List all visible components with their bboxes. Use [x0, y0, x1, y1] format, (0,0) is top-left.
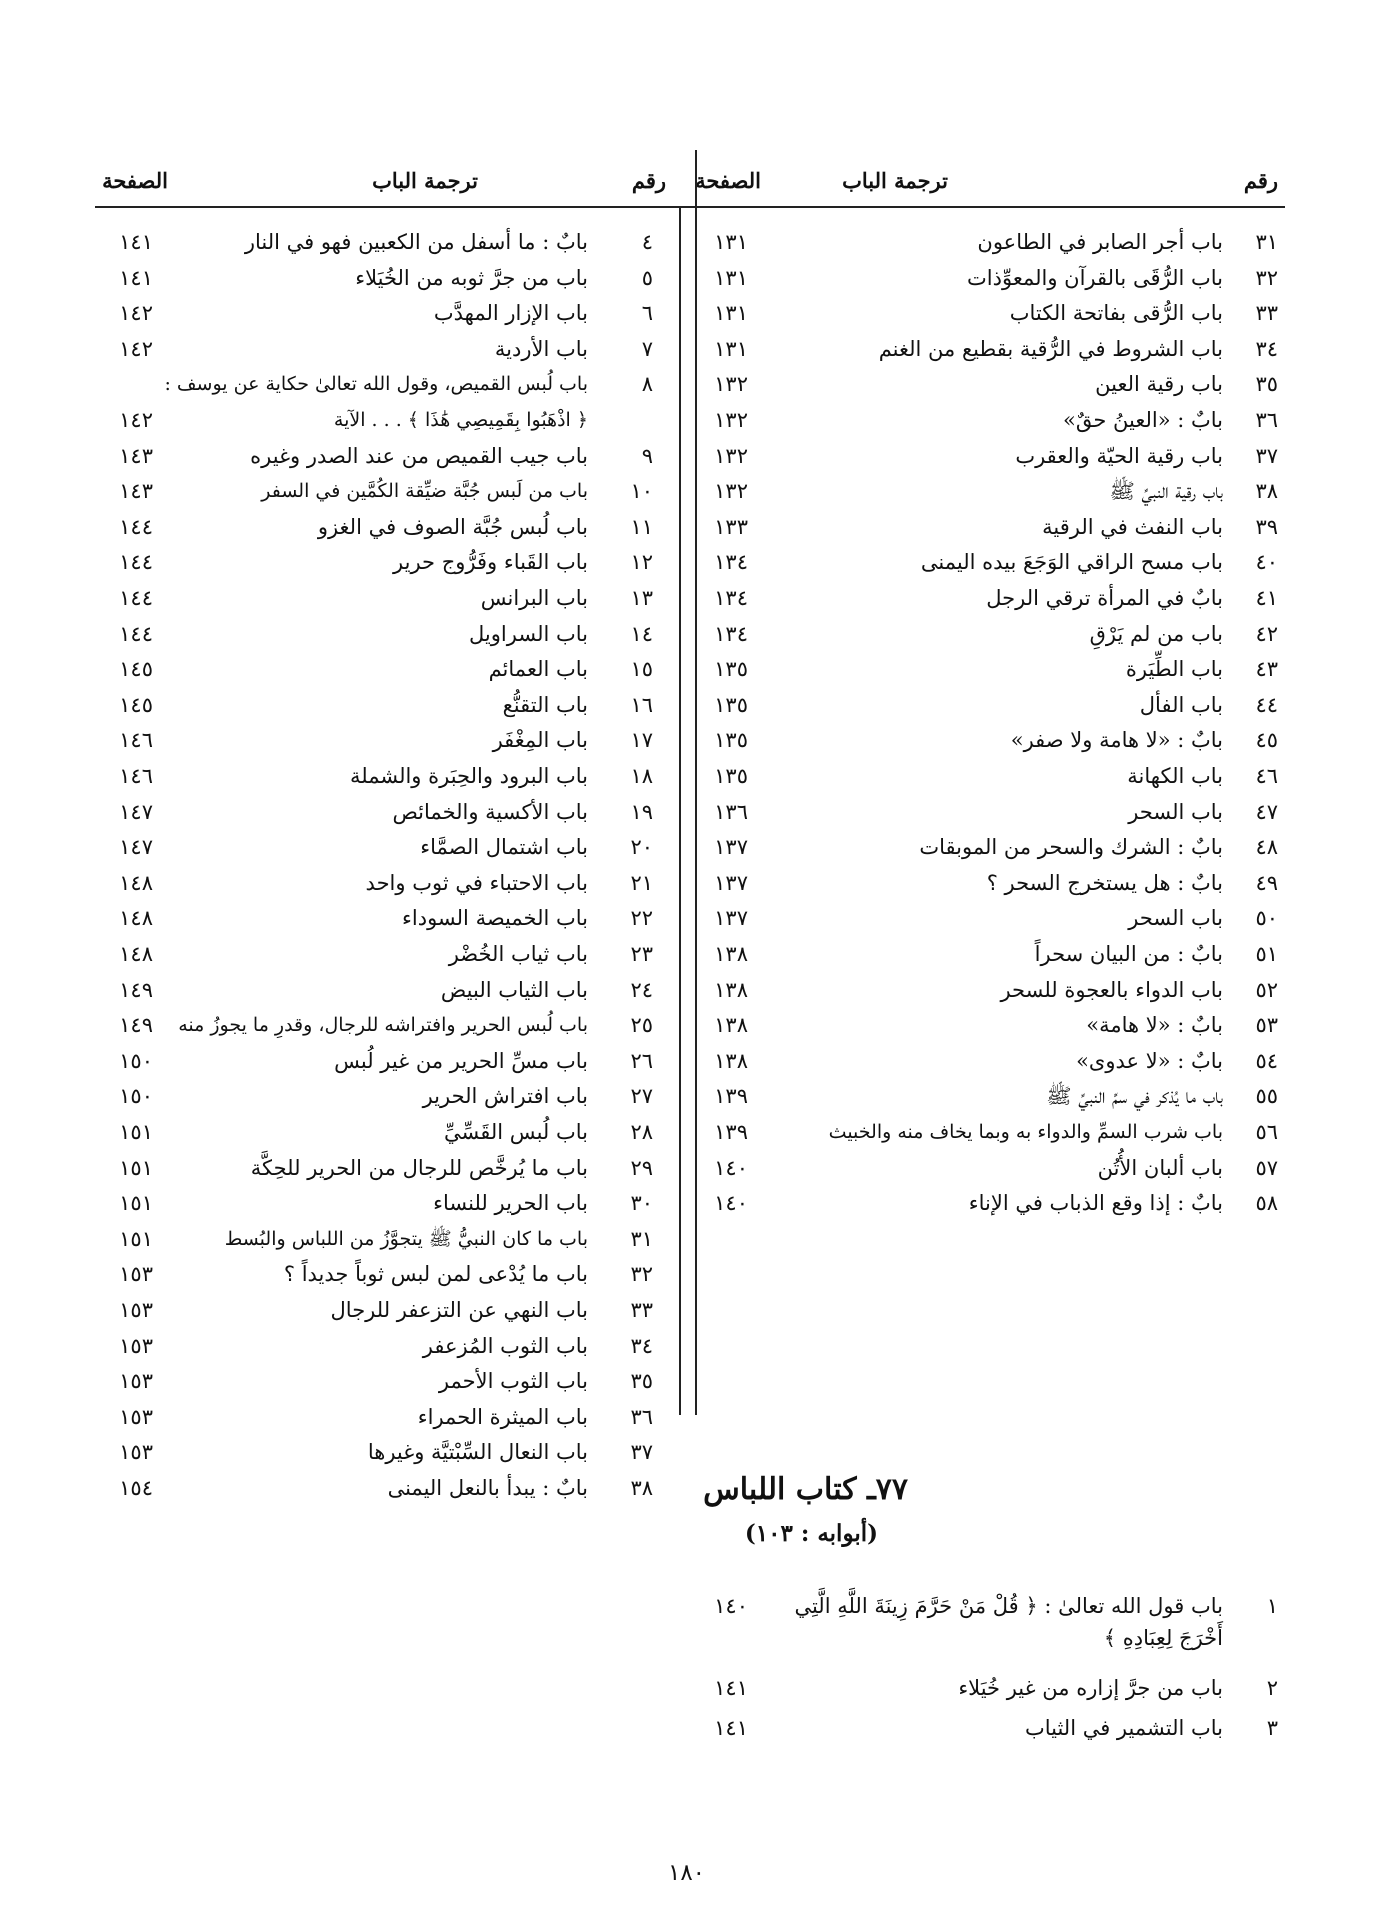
entry-page: ١٣٧: [714, 835, 748, 860]
list-item: [83, 293, 673, 333]
entry-page: ١٥٣: [119, 1404, 153, 1429]
entry-title: باب الاحتباء في ثوب واحد: [365, 870, 588, 895]
list-item: [678, 1590, 1278, 1662]
entry-title: باب من لم يَرْقِ: [1089, 621, 1223, 646]
entry-page: ١٥٠: [119, 1048, 153, 1073]
entry-number: ٢٦: [630, 1048, 653, 1073]
entry-page: ١٣٨: [714, 1048, 748, 1073]
entry-title: بابٌ : يبدأ بالنعل اليمنى: [387, 1476, 588, 1500]
entry-page: ١٣٥: [714, 728, 748, 753]
entry-page: ١٣٥: [714, 692, 748, 717]
entry-title: باب مسِّ الحرير من غير لُبس: [334, 1048, 588, 1073]
entry-number: ٥٠: [1255, 906, 1278, 931]
entry-number: ٤٣: [1255, 657, 1278, 682]
entry-number: ٣٤: [1255, 336, 1278, 361]
list-item: [678, 1183, 1278, 1223]
list-item: [83, 1148, 673, 1188]
entry-page: ١٣٨: [714, 977, 748, 1002]
entry-title: باب البرود والحِبَرة والشملة: [349, 764, 588, 788]
list-item: [678, 293, 1278, 333]
list-item: [678, 649, 1278, 689]
entry-page: ١٣٥: [714, 764, 748, 788]
entry-number: ٢٧: [630, 1084, 653, 1109]
entry-number: ٣٥: [1255, 372, 1278, 397]
list-item: [678, 258, 1278, 298]
entry-page: ١٥١: [119, 1120, 153, 1144]
entry-page: ١٤٥: [119, 657, 153, 682]
entry-page: ١٤٠: [714, 1594, 748, 1618]
list-item: [678, 222, 1278, 262]
entry-number: ٣٢: [1255, 265, 1278, 290]
list-item: [83, 1041, 673, 1081]
entry-title: باب الرُّقى بفاتحة الكتاب: [1009, 301, 1223, 326]
list-item: [678, 542, 1278, 582]
list-item: [678, 578, 1278, 618]
entry-title: باب لُبس جُبَّة الصوف في الغزو: [317, 514, 588, 539]
page-number: ١٨٠: [667, 1860, 706, 1886]
entry-title: باب العمائم: [488, 657, 588, 682]
entry-page: ١٤٣: [119, 479, 153, 504]
entry-number: ٣٧: [630, 1440, 653, 1465]
entry-number: ١٥: [630, 657, 653, 682]
entry-number: ٢٤: [630, 977, 653, 1002]
entry-title: باب البرانس: [480, 586, 588, 610]
entry-page: ١٥٣: [119, 1369, 153, 1394]
entry-page: ١٤٥: [119, 692, 153, 717]
entry-title: باب الطِّيَرة: [1125, 657, 1223, 682]
list-item: [83, 222, 673, 262]
entry-title: باب السحر: [1128, 799, 1223, 824]
list-item: [83, 1326, 673, 1366]
entry-number: ٢: [1266, 1676, 1278, 1700]
entry-number: ٤٩: [1255, 870, 1278, 895]
list-item: [83, 258, 673, 298]
entry-number: ٢٢: [630, 906, 653, 931]
entry-number: ٣٦: [1255, 408, 1278, 432]
entry-title: باب القَباء وفَرُّوج حرير: [393, 550, 588, 575]
entry-number: ١٤: [630, 621, 653, 646]
entry-title: باب التقنُّع: [502, 692, 588, 717]
list-item: [83, 1183, 673, 1223]
entry-page: ١٥١: [119, 1191, 153, 1216]
entry-number: ١: [1266, 1594, 1278, 1618]
entry-number: ٥: [641, 265, 653, 290]
entry-title: باب ألبان الأُتُن: [1097, 1155, 1223, 1180]
entry-title: باب قول الله تعالىٰ : ﴿ قُلْ مَنْ حَرَّمَ زِينَةَ اللَّهِ الَّتِي أَخْرَجَ لِعِبَادِهِ ﴾: [794, 1594, 1223, 1650]
entry-page: ١٤٦: [119, 764, 153, 788]
entry-page: ١٥٣: [119, 1333, 153, 1358]
list-item: [678, 898, 1278, 938]
entry-page: ١٣٧: [714, 906, 748, 931]
entry-page: ١٤١: [119, 230, 153, 254]
entry-page: ١٥١: [119, 1155, 153, 1180]
entry-title: باب ثياب الخُضْر: [448, 942, 588, 966]
entry-title: باب جيب القميص من عند الصدر وغيره: [250, 443, 588, 468]
entry-page: ١٤٦: [119, 728, 153, 753]
list-item: [83, 1468, 673, 1508]
entry-page: ١٣١: [714, 230, 748, 254]
entry-title: باب ما كان النبيُّ ﷺ يتجوَّزُ من اللباس والبُسط: [224, 1227, 588, 1250]
entry-title: باب الحرير للنساء: [433, 1191, 588, 1216]
entry-number: ٣٧: [1255, 443, 1278, 468]
entry-title: باب أجر الصابر في الطاعون: [977, 230, 1223, 254]
entry-title: باب افتراش الحرير: [422, 1084, 588, 1109]
entry-page: ١٤٤: [119, 550, 153, 575]
entry-page: ١٣٦: [714, 799, 748, 824]
list-item: [678, 1708, 1278, 1748]
list-item: [678, 827, 1278, 867]
list-item: [83, 863, 673, 903]
entry-number: ٣٣: [1255, 301, 1278, 326]
entry-page: ١٤٨: [119, 906, 153, 931]
entry-number: ١٩: [630, 799, 653, 824]
entry-page: ١٤٣: [119, 443, 153, 468]
list-item: [83, 1076, 673, 1116]
entry-number: ٣٨: [1255, 479, 1278, 504]
entry-number: ٢١: [630, 870, 653, 895]
entry-number: ٤٤: [1255, 692, 1278, 717]
entry-title: باب المِغْفَر: [492, 728, 588, 753]
entry-page: ١٥٠: [119, 1084, 153, 1109]
entry-number: ٥٧: [1255, 1155, 1278, 1180]
entry-title: باب الميثرة الحمراء: [417, 1404, 588, 1429]
entry-title: ﴿ اذْهَبُوا بِقَمِيصِي هَٰذَا ﴾ . . . الآية: [333, 409, 588, 431]
entry-number: ٩: [641, 443, 653, 468]
list-item: [83, 1432, 673, 1472]
list-item: [83, 1219, 673, 1259]
entry-page: ١٤١: [119, 265, 153, 290]
entry-page: ١٣٢: [714, 479, 748, 504]
list-item: [83, 507, 673, 547]
list-item: [83, 1397, 673, 1437]
list-item: [83, 1005, 673, 1045]
list-item: [678, 471, 1278, 511]
entry-title: باب ما يُدْعى لمن لبس ثوباً جديداً ؟: [283, 1262, 588, 1287]
entry-number: ٢٣: [630, 942, 653, 966]
entry-page: ١٣٥: [714, 657, 748, 682]
list-item: [678, 685, 1278, 725]
entry-title: بابٌ : «لا هامة»: [1086, 1013, 1223, 1038]
entry-page: ١٤٩: [119, 1013, 153, 1038]
list-item: [83, 578, 673, 618]
left-header-title: ترجمة الباب: [372, 168, 478, 193]
entry-number: ٥٢: [1255, 977, 1278, 1002]
entry-title: باب من لَبس جُبَّة ضيِّقة الكُمَّين في السفر: [261, 480, 588, 503]
entry-page: ١٣٢: [714, 408, 748, 432]
entry-number: ٣٤: [630, 1333, 653, 1358]
entry-title: باب النفث في الرقية: [1042, 514, 1223, 539]
entry-title: باب ما يُذكر في سمِّ النبيِّ ﷺ: [1046, 1084, 1223, 1109]
entry-title: بابٌ : من البيان سحراً: [1034, 942, 1223, 966]
entry-page: ١٣٩: [714, 1084, 748, 1109]
entry-page: ١٤١: [714, 1676, 748, 1700]
header-rule: [95, 206, 1285, 208]
list-item: [678, 400, 1278, 440]
entry-title: باب لُبس القميص، وقول الله تعالىٰ حكاية عن يوسف :: [164, 373, 588, 396]
entry-number: ١٦: [630, 692, 653, 717]
entry-number: ٥٤: [1255, 1048, 1278, 1073]
entry-page: ١٣٧: [714, 870, 748, 895]
entry-number: ٥٨: [1255, 1191, 1278, 1216]
entry-number: ٥١: [1255, 942, 1278, 966]
list-item: [83, 934, 673, 974]
entry-title: باب السراويل: [469, 621, 588, 646]
entry-number: ٤٨: [1255, 835, 1278, 860]
entry-title: باب شرب السمِّ والدواء به وبما يخاف منه والخبيث: [828, 1121, 1223, 1143]
list-item: [678, 934, 1278, 974]
entry-title: باب التشمير في الثياب: [1024, 1716, 1223, 1740]
list-item: [678, 507, 1278, 547]
entry-page: ١٤٠: [714, 1155, 748, 1180]
entry-title: باب من جرَّ إزاره من غير خُيَلاء: [958, 1676, 1223, 1700]
entry-number: ١١: [630, 514, 653, 539]
list-item: [83, 756, 673, 796]
entry-title: باب الثياب البيض: [440, 977, 588, 1002]
entry-page: ١٤٢: [119, 408, 153, 432]
list-item: [83, 970, 673, 1010]
entry-title: باب الأكسية والخمائص: [392, 799, 588, 824]
entry-number: ٥٣: [1255, 1013, 1278, 1038]
entry-number: ٤٥: [1255, 728, 1278, 753]
list-item: [83, 1361, 673, 1401]
entry-number: ٢٨: [630, 1120, 653, 1144]
entry-number: ١٠: [630, 479, 653, 504]
entry-page: ١٣٤: [714, 550, 748, 575]
list-item: [678, 1041, 1278, 1081]
entry-title: باب رقية الحيّة والعقرب: [1015, 443, 1223, 468]
entry-number: ٣٠: [630, 1191, 653, 1216]
entry-title: باب ما يُرخَّص للرجال من الحرير للحِكَّة: [250, 1155, 588, 1180]
entry-page: ١٥١: [119, 1226, 153, 1251]
list-item: [83, 471, 673, 511]
entry-title: بابٌ في المرأة ترقي الرجل: [986, 586, 1223, 610]
entry-page: ١٣٣: [714, 514, 748, 539]
entry-number: ١٨: [630, 764, 653, 788]
right-header-num: رقم: [1243, 168, 1278, 193]
entry-number: ٧: [641, 336, 653, 361]
entry-title: باب رقية العين: [1095, 372, 1223, 397]
entry-title: بابٌ : إذا وقع الذباب في الإناء: [968, 1191, 1223, 1216]
entry-page: ١٥٣: [119, 1262, 153, 1287]
entry-title: باب رقية النبيِّ ﷺ: [1109, 479, 1223, 504]
list-item: [83, 329, 673, 369]
right-header-title: ترجمة الباب: [842, 168, 948, 193]
entry-title: باب لُبس القَسِّيِّ: [444, 1120, 588, 1144]
entry-title: باب اشتمال الصمَّاء: [420, 835, 588, 860]
entry-page: ١٥٤: [119, 1476, 153, 1500]
entry-title: باب مسح الراقي الوَجَعَ بيده اليمنى: [920, 550, 1223, 575]
entry-title: باب لُبس الحرير وافتراشه للرجال، وقدرِ ما يجوزُ منه: [178, 1014, 588, 1037]
entry-page: ١٤٧: [119, 835, 153, 860]
list-item: [678, 1005, 1278, 1045]
entry-page: ١٣٤: [714, 586, 748, 610]
list-item: [83, 542, 673, 582]
entry-page: ١٤٠: [714, 1191, 748, 1216]
entry-number: ٣٥: [630, 1369, 653, 1394]
entry-page: ١٤٨: [119, 870, 153, 895]
entry-page: ١٣٢: [714, 372, 748, 397]
entry-page: ١٣٨: [714, 942, 748, 966]
entry-page: ١٤٢: [119, 301, 153, 326]
entry-page: ١٣٨: [714, 1013, 748, 1038]
list-item: [83, 400, 673, 440]
entry-number: ٣٦: [630, 1404, 653, 1429]
left-header-num: رقم: [631, 168, 666, 193]
entry-title: باب الثوب الأحمر: [438, 1369, 588, 1394]
entry-number: ٣٣: [630, 1298, 653, 1322]
entry-page: ١٣١: [714, 301, 748, 326]
entry-number: ٤٦: [1255, 764, 1278, 788]
entry-title: باب الأردية: [494, 336, 588, 361]
entry-title: بابٌ : ما أسفل من الكعبين فهو في النار: [244, 230, 588, 254]
list-item: [83, 827, 673, 867]
right-header-page: الصفحة: [695, 168, 761, 193]
entry-page: ١٣١: [714, 336, 748, 361]
entry-page: ١٥٣: [119, 1440, 153, 1465]
list-item: [83, 792, 673, 832]
list-item: [678, 1148, 1278, 1188]
book-subtitle: (أبوابه : ١٠٣): [744, 1520, 878, 1547]
list-item: [83, 649, 673, 689]
list-item: [678, 970, 1278, 1010]
entry-number: ٤١: [1255, 586, 1278, 610]
entry-title: باب الشروط في الرُّقية بقطيع من الغنم: [878, 336, 1223, 361]
entry-title: بابٌ : «لا هامة ولا صفر»: [1010, 728, 1223, 753]
entry-number: ٨: [641, 372, 653, 397]
entry-title: باب الكهانة: [1127, 764, 1223, 788]
entry-number: ١٢: [630, 550, 653, 575]
entry-number: ٢٠: [630, 835, 653, 860]
list-item: [83, 1112, 673, 1152]
entry-number: ٥٦: [1255, 1120, 1278, 1144]
list-item: [678, 329, 1278, 369]
entry-number: ٣٢: [630, 1262, 653, 1287]
entry-number: ٥٥: [1255, 1084, 1278, 1109]
list-item: [678, 1112, 1278, 1152]
entry-number: ٣٨: [630, 1476, 653, 1500]
entry-title: بابٌ : هل يستخرج السحر ؟: [986, 870, 1223, 895]
entry-number: ٣٩: [1255, 514, 1278, 539]
entry-page: ١٣٩: [714, 1120, 748, 1144]
entry-page: ١٤٢: [119, 336, 153, 361]
entry-title: بابٌ : «لا عدوى»: [1076, 1048, 1223, 1073]
entry-page: ١٥٣: [119, 1298, 153, 1322]
entry-number: ٦: [641, 301, 653, 326]
entry-title: بابٌ : «العينُ حقٌ»: [1063, 408, 1223, 432]
entry-title: باب الثوب المُزعفر: [422, 1333, 588, 1358]
entry-number: ٣١: [630, 1226, 653, 1251]
entry-number: ١٣: [630, 586, 653, 610]
entry-number: ١٧: [630, 728, 653, 753]
entry-page: ١٤٨: [119, 942, 153, 966]
entry-number: ٤٧: [1255, 799, 1278, 824]
book-title: ٧٧ـ كتاب اللباس: [703, 1472, 908, 1507]
entry-title: باب السحر: [1128, 906, 1223, 931]
list-item: [83, 614, 673, 654]
list-item: [678, 1668, 1278, 1708]
list-item: [678, 756, 1278, 796]
list-item: [678, 1076, 1278, 1116]
list-item: [83, 1254, 673, 1294]
entry-number: ٣١: [1255, 230, 1278, 254]
entry-page: ١٣٢: [714, 443, 748, 468]
list-item: [678, 720, 1278, 760]
list-item: [678, 792, 1278, 832]
entry-title: باب الرُّقَى بالقرآن والمعوِّذات: [967, 265, 1223, 290]
entry-number: ٢٩: [630, 1155, 653, 1180]
entry-page: ١٤٤: [119, 621, 153, 646]
entry-number: ٢٥: [630, 1013, 653, 1038]
list-item: [83, 364, 673, 404]
entry-page: ١٤٩: [119, 977, 153, 1002]
list-item: [83, 685, 673, 725]
list-item: [83, 1290, 673, 1330]
entry-number: ٤٠: [1255, 550, 1278, 575]
list-item: [83, 436, 673, 476]
entry-title: باب الخميصة السوداء: [402, 906, 588, 931]
entry-title: بابٌ : الشرك والسحر من الموبقات: [919, 835, 1223, 860]
list-item: [678, 863, 1278, 903]
entry-page: ١٣٤: [714, 621, 748, 646]
entry-title: باب النهي عن التزعفر للرجال: [330, 1298, 588, 1322]
entry-number: ٣: [1266, 1716, 1278, 1740]
entry-page: ١٤٤: [119, 514, 153, 539]
entry-number: ٤٢: [1255, 621, 1278, 646]
entry-page: ١٤١: [714, 1716, 748, 1740]
list-item: [678, 436, 1278, 476]
entry-title: باب الفأل: [1139, 692, 1223, 717]
entry-title: باب النعال السِّبْتيَّة وغيرها: [367, 1440, 588, 1465]
list-item: [678, 614, 1278, 654]
entry-page: ١٤٤: [119, 586, 153, 610]
entry-title: باب الإزار المهدَّب: [433, 301, 588, 326]
entry-title: باب من جرَّ ثوبه من الخُيَلاء: [355, 265, 588, 290]
left-header-page: الصفحة: [102, 168, 168, 193]
list-item: [83, 898, 673, 938]
list-item: [83, 720, 673, 760]
entry-number: ٤: [641, 230, 653, 254]
list-item: [678, 364, 1278, 404]
entry-page: ١٣١: [714, 265, 748, 290]
entry-page: ١٤٧: [119, 799, 153, 824]
entry-title: باب الدواء بالعجوة للسحر: [1000, 977, 1223, 1002]
